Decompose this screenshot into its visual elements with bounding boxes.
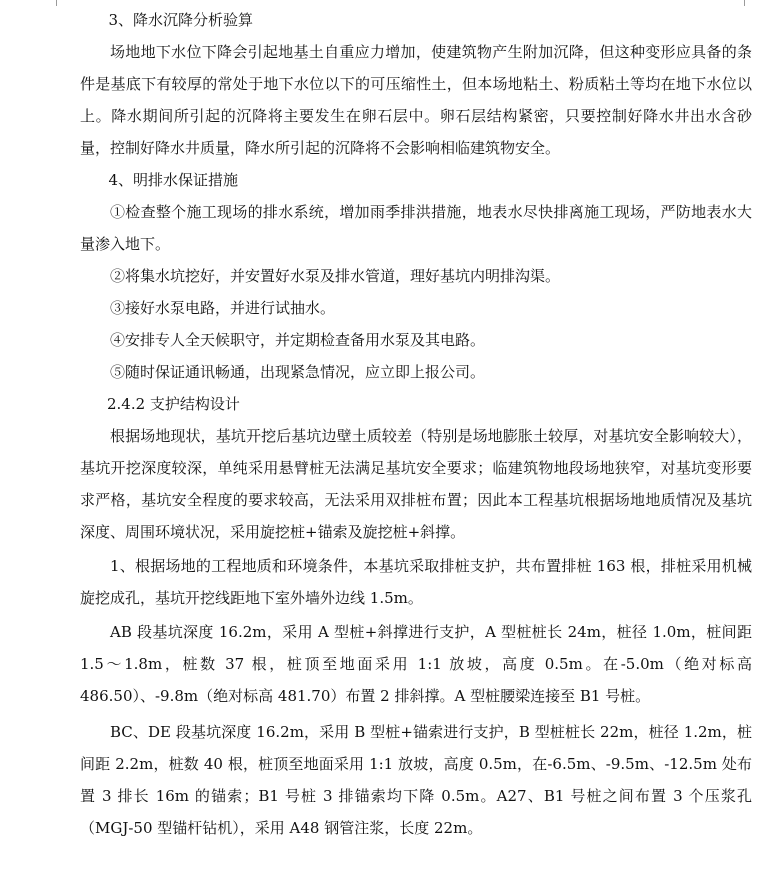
heading-open-drainage: 4、明排水保证措施 xyxy=(108,171,239,189)
list-item-drainage-2: ②将集水坑挖好，并安置好水泵及排水管道，理好基坑内明排沟渠。 xyxy=(110,267,561,285)
paragraph-settlement-analysis: 场地地下水位下降会引起地基土自重应力增加，使建筑物产生附加沉降，但这种变形应具备的条件是基底下有较厚的常处于地下水位以下的可压缩性土，但本场地粘土、粉质粘土等均在地下水位以上。降水期间所引起的沉降将主要发生在卵石层中。卵石层结构紧密，只要控制好降水井出水含砂量，控制好降水井质量，降水所引起的沉降将不会影响相临建筑物安全。 xyxy=(80,43,752,157)
heading-dewatering-settlement: 3、降水沉降分析验算 xyxy=(108,11,254,29)
list-item-drainage-5: ⑤随时保证通讯畅通，出现紧急情况，应立即上报公司。 xyxy=(110,363,486,381)
list-item-drainage-3: ③接好水泵电路，并进行试抽水。 xyxy=(110,299,336,317)
paragraph-ab-section: AB 段基坑深度 16.2m，采用 A 型桩+斜撑进行支护，A 型桩桩长 24m，桩径 1.0m，桩间距 1.5～1.8m，桩数 37 根，桩顶至地面采用 1:1 放坡，高度 0.5m。在-5.0m（绝对标高 486.50）、-9.8m（绝对标高 481.70）布置 2 排斜撑。A 型桩腰梁连接至 B1 号桩。 xyxy=(80,623,752,705)
crop-mark-left xyxy=(56,0,57,6)
paragraph-pile-support: 1、根据场地的工程地质和环境条件，本基坑采取排桩支护，共布置排桩 163 根，排桩采用机械旋挖成孔，基坑开挖线距地下室外墙外边线 1.5m。 xyxy=(80,557,752,607)
section-heading-support-design: 2.4.2 支护结构设计 xyxy=(107,395,240,413)
paragraph-site-conditions: 根据场地现状，基坑开挖后基坑边壁土质较差（特别是场地膨胀土较厚，对基坑安全影响较大），基坑开挖深度较深，单纯采用悬臂桩无法满足基坑安全要求；临建筑物地段场地狭窄，对基坑变形要求严格，基坑安全程度的要求较高，无法采用双排桩布置；因此本工程基坑根据场地地质情况及基坑深度、周围环境状况，采用旋挖桩+锚索及旋挖桩+斜撑。 xyxy=(80,427,752,541)
list-item-drainage-4: ④安排专人全天候职守，并定期检查备用水泵及其电路。 xyxy=(110,331,486,349)
list-item-drainage-1: ①检查整个施工现场的排水系统，增加雨季排洪措施，地表水尽快排离施工现场，严防地表水大量渗入地下。 xyxy=(80,203,752,253)
paragraph-bc-de-section: BC、DE 段基坑深度 16.2m，采用 B 型桩+锚索进行支护，B 型桩桩长 22m，桩径 1.2m，桩间距 2.2m，桩数 40 根，桩顶至地面采用 1:1 放坡，高度 0.5m，在-6.5m、-9.5m、-12.5m 处布置 3 排长 16m 的锚索；B1 号桩 3 排锚索均下降 0.5m。A27、B1 号桩之间布置 3 个压浆孔（MGJ-50 型锚杆钻机），采用 A48 钢管注浆，长度 22m。 xyxy=(80,723,752,837)
document-page xyxy=(80,4,752,844)
